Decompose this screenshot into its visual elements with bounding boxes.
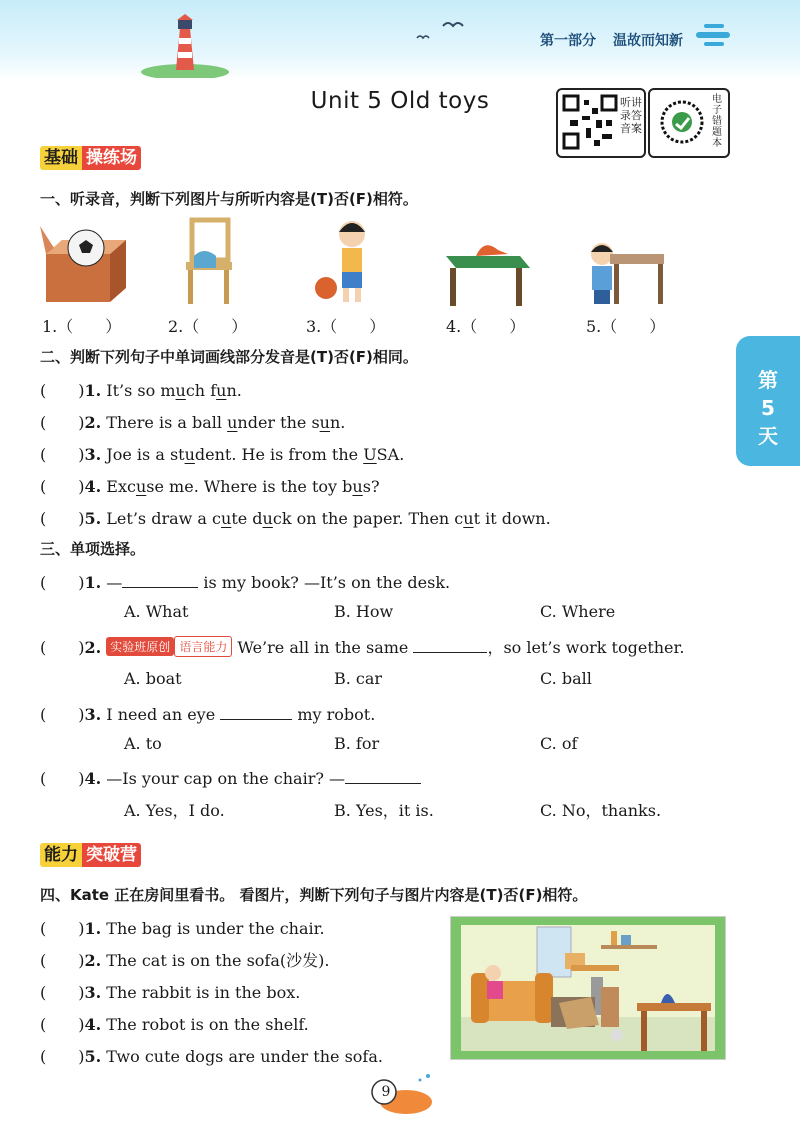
- q4-text: The rabbit is in the box.: [106, 983, 301, 1002]
- fill-blank[interactable]: [220, 705, 292, 720]
- q3-text: We’re all in the same: [237, 638, 414, 657]
- q4-row-2: [40, 948, 329, 971]
- q2-row-1: [40, 378, 242, 401]
- cap-on-table-picture: [442, 234, 532, 308]
- q2-text: SA.: [376, 445, 405, 464]
- q2-text: Joe is a st: [106, 445, 185, 464]
- underlined-letter: u: [352, 477, 363, 496]
- underlined-letter: u: [221, 509, 232, 528]
- q3-option-3c[interactable]: C. of: [540, 734, 578, 753]
- q3-option-2b[interactable]: B. car: [334, 669, 383, 688]
- qr-panel-errors[interactable]: [648, 88, 730, 158]
- answer-paren[interactable]: ( ): [40, 983, 85, 1002]
- underlined-letter: u: [216, 381, 227, 400]
- answer-paren[interactable]: ( ): [40, 705, 85, 724]
- q3-text: —Is your cap on the chair? —: [106, 769, 345, 788]
- q3-option-4a[interactable]: A. Yes，I do.: [124, 801, 225, 820]
- q2-row-4: [40, 474, 380, 497]
- q4-text: Two cute dogs are under the sofa.: [106, 1047, 383, 1066]
- tag-language: 语言能力: [174, 636, 232, 657]
- section-basic-label: [40, 146, 141, 170]
- q4-num: 3.: [84, 983, 102, 1002]
- qr-label-listen: 听讲录答音案: [620, 96, 642, 135]
- q2-text: dent. He is from the: [194, 445, 364, 464]
- q1-item-5[interactable]: 5.（ ）: [586, 317, 666, 336]
- answer-paren[interactable]: ( ): [40, 1015, 85, 1034]
- chair-picture: [178, 216, 238, 308]
- q3-text: my robot.: [292, 705, 376, 724]
- header-part: 第一部分: [540, 33, 596, 49]
- q3-num: 4.: [84, 769, 102, 788]
- qr-code-icon: [654, 94, 710, 150]
- q3-option-1c[interactable]: C. Where: [540, 602, 616, 621]
- q3-option-3b[interactable]: B. for: [334, 734, 380, 753]
- q3-row-1: [40, 570, 450, 593]
- answer-paren[interactable]: ( ): [40, 951, 85, 970]
- q1-heading: 一、听录音，判断下列图片与所听内容是(T)否(F)相符。: [40, 190, 418, 208]
- q2-text: ch f: [185, 381, 217, 400]
- q2-num: 4.: [84, 477, 102, 496]
- q3-row-3: [40, 702, 375, 725]
- q2-text: s?: [362, 477, 380, 496]
- section-ability-label: [40, 843, 141, 867]
- ball-in-box-picture: [40, 218, 132, 306]
- q4-num: 4.: [84, 1015, 102, 1034]
- fill-blank[interactable]: [122, 573, 198, 588]
- q2-text: n.: [329, 413, 346, 432]
- underlined-letter: u: [262, 509, 273, 528]
- section-ability-a: 能力: [40, 843, 82, 867]
- answer-paren[interactable]: ( ): [40, 477, 85, 496]
- q3-option-1b[interactable]: B. How: [334, 602, 394, 621]
- q3-option-2a[interactable]: A. boat: [124, 669, 182, 688]
- qr-panel-listen[interactable]: [556, 88, 646, 158]
- q3-num: 1.: [84, 573, 102, 592]
- q2-text: ck on the paper. Then c: [272, 509, 464, 528]
- q3-row-2: [40, 635, 685, 658]
- q4-num: 2.: [84, 951, 102, 970]
- tag-original: 实验班原创: [106, 637, 174, 656]
- qr-label-errors: 电子错题本: [712, 94, 722, 149]
- answer-paren[interactable]: ( ): [40, 509, 85, 528]
- q3-row-4: [40, 766, 421, 789]
- section-basic-a: 基础: [40, 146, 82, 170]
- qr-code-icon: [562, 94, 618, 150]
- answer-paren[interactable]: ( ): [40, 381, 85, 400]
- q3-text: —: [106, 573, 123, 592]
- boy-at-desk-picture: [580, 240, 670, 306]
- q2-row-2: [40, 410, 345, 433]
- answer-paren[interactable]: ( ): [40, 769, 85, 788]
- bird-icon: [415, 18, 465, 44]
- room-picture: [450, 916, 726, 1060]
- answer-paren[interactable]: ( ): [40, 445, 85, 464]
- underlined-letter: u: [227, 413, 238, 432]
- q2-text: It’s so m: [106, 381, 176, 400]
- q2-row-5: [40, 506, 551, 529]
- book-deco-icon: [694, 22, 734, 50]
- q4-row-1: [40, 916, 325, 939]
- q4-text: The cat is on the sofa(沙发).: [106, 951, 330, 970]
- boy-with-ball-picture: [312, 218, 384, 308]
- q2-num: 1.: [84, 381, 102, 400]
- q3-option-4c[interactable]: C. No，thanks.: [540, 801, 662, 820]
- section-basic-b: 操练场: [82, 146, 141, 170]
- q4-num: 1.: [84, 919, 102, 938]
- q4-text: The robot is on the shelf.: [106, 1015, 309, 1034]
- q2-text: Let’s draw a c: [106, 509, 221, 528]
- q3-option-3a[interactable]: A. to: [124, 734, 162, 753]
- q4-row-4: [40, 1012, 309, 1035]
- q3-heading: 三、单项选择。: [40, 540, 146, 558]
- answer-paren[interactable]: ( ): [40, 413, 85, 432]
- q1-item-1[interactable]: 1.（ ）: [42, 317, 122, 336]
- underlined-letter: u: [319, 413, 330, 432]
- underlined-letter: U: [363, 445, 377, 464]
- q1-item-2[interactable]: 2.（ ）: [168, 317, 248, 336]
- q2-heading: 二、判断下列句子中单词画线部分发音是(T)否(F)相同。: [40, 348, 418, 366]
- q2-num: 2.: [84, 413, 102, 432]
- q2-text: There is a ball: [106, 413, 228, 432]
- q1-item-3[interactable]: 3.（ ）: [306, 317, 386, 336]
- page-title: Unit 5 Old toys: [310, 88, 490, 114]
- day-tab: [736, 336, 800, 466]
- q2-text: t it down.: [473, 509, 551, 528]
- underlined-letter: u: [463, 509, 474, 528]
- q2-num: 5.: [84, 509, 102, 528]
- q3-option-1a[interactable]: A. What: [124, 602, 189, 621]
- q1-item-4[interactable]: 4.（ ）: [446, 317, 526, 336]
- q3-option-2c[interactable]: C. ball: [540, 669, 592, 688]
- q3-num: 3.: [84, 705, 102, 724]
- q4-row-5: [40, 1044, 383, 1067]
- q4-heading: 四、Kate 正在房间里看书。 看图片，判断下列句子与图片内容是(T)否(F)相符。: [40, 886, 588, 904]
- q2-text: n.: [226, 381, 242, 400]
- page-number: 9: [381, 1084, 391, 1100]
- q2-text: nder the s: [237, 413, 320, 432]
- section-ability-b: 突破营: [82, 843, 141, 867]
- q3-text: I need an eye: [106, 705, 221, 724]
- q4-row-3: [40, 980, 300, 1003]
- underlined-letter: u: [184, 445, 195, 464]
- q3-option-4b[interactable]: B. Yes，it is.: [334, 801, 434, 820]
- underlined-letter: u: [135, 477, 147, 496]
- q2-text: se me. Where is the toy b: [146, 477, 353, 496]
- answer-paren[interactable]: ( ): [40, 1047, 85, 1066]
- fill-blank[interactable]: [345, 769, 421, 784]
- q3-text: is my book? —It’s on the desk.: [198, 573, 451, 592]
- day-tab-label: 第5天: [758, 368, 778, 448]
- q2-row-3: [40, 442, 404, 465]
- q4-text: The bag is under the chair.: [106, 919, 325, 938]
- lighthouse-icon: [140, 14, 230, 78]
- underlined-letter: u: [175, 381, 186, 400]
- q2-text: te d: [231, 509, 263, 528]
- fill-blank[interactable]: [413, 638, 487, 653]
- q3-text: ，so let’s work together.: [487, 638, 685, 657]
- q2-num: 3.: [84, 445, 102, 464]
- q3-num: 2.: [84, 638, 102, 657]
- answer-paren[interactable]: ( ): [40, 638, 85, 657]
- q2-text: Exc: [106, 477, 136, 496]
- answer-paren[interactable]: ( ): [40, 919, 85, 938]
- q4-num: 5.: [84, 1047, 102, 1066]
- header-motto: 温故而知新: [613, 33, 683, 49]
- answer-paren[interactable]: ( ): [40, 573, 85, 592]
